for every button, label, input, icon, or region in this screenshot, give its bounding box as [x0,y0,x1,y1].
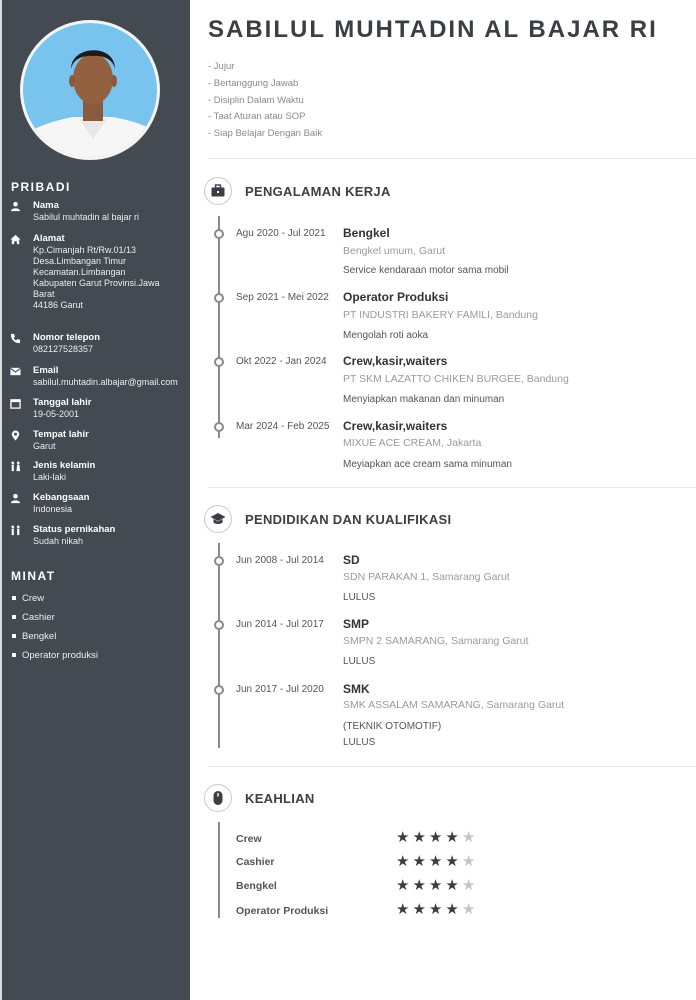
entry-title: SMK [343,682,370,696]
entry-date: Okt 2022 - Jan 2024 [236,356,327,367]
entry-description: Menyiapkan makanan dan minuman [343,394,505,405]
section-title: KEAHLIAN [245,791,315,806]
minat-heading: MINAT [11,569,56,583]
timeline-dot [214,685,224,695]
entry-title: Operator Produksi [343,290,449,304]
section-icon [204,177,232,205]
entry-date: Jun 2017 - Jul 2020 [236,684,324,695]
info-value: Garut [33,441,56,451]
entry-title: SMP [343,617,370,631]
timeline-dot [214,293,224,303]
timeline-line [218,216,220,438]
section-icon [204,505,232,533]
info-value: sabilul.muhtadin.albajar@gmail.com [33,377,178,387]
divider [208,158,696,159]
skill-name: Crew [236,833,262,845]
star-filled-icon: ★ [396,829,413,846]
profile-photo [20,20,160,160]
section-icon [204,784,232,812]
entry-description: LULUS [343,592,376,603]
mouse-icon [210,790,226,806]
entry-subtitle: PT SKM LAZATTO CHIKEN BURGEE, Bandung [343,373,569,385]
skill-name: Cashier [236,856,275,868]
location-pin-icon [10,430,21,441]
entry-subtitle: MIXUE ACE CREAM, Jakarta [343,437,482,449]
star-empty-icon: ★ [461,829,479,846]
skill-rating [396,876,478,894]
skill-rating [396,900,478,918]
star-filled-icon: ★ [412,829,429,846]
info-value: Sabilul muhtadin al bajar ri [33,212,140,222]
minat-item: Crew [12,593,44,604]
main-content [190,0,696,1000]
skill-rating [396,852,478,870]
entry-title: SD [343,553,360,567]
info-label: Tempat lahir [33,429,89,440]
divider [208,766,696,767]
star-empty-icon: ★ [461,877,479,894]
skill-rating [396,828,478,846]
entry-subtitle: SMK ASSALAM SAMARANG, Samarang Garut [343,699,565,711]
entry-description: (TEKNIK OTOMOTIF) [343,721,442,732]
info-label: Tanggal lahir [33,397,92,408]
star-empty-icon: ★ [461,853,479,870]
star-filled-icon: ★ [412,877,429,894]
info-value: Laki-laki [33,472,67,482]
star-filled-icon: ★ [445,877,462,894]
star-filled-icon: ★ [445,901,462,918]
minat-item: Operator produksi [12,650,98,661]
entry-description: LULUS [343,737,376,748]
skill-name: Operator Produksi [236,905,329,917]
section-title: PENGALAMAN KERJA [245,184,391,199]
timeline-dot [214,422,224,432]
entry-title: Bengkel [343,226,390,240]
trait-item: - Jujur [208,61,235,72]
timeline-line [218,822,220,918]
sidebar [2,0,190,1000]
trait-item: - Disiplin Dalam Waktu [208,94,304,106]
info-label: Status pernikahan [33,524,116,535]
mail-icon [10,366,21,377]
calendar-icon [10,398,21,409]
star-filled-icon: ★ [412,853,429,870]
phone-icon [10,333,21,344]
entry-subtitle: PT INDUSTRI BAKERY FAMILI, Bandung [343,309,538,321]
entry-description: Mengolah roti aoka [343,330,429,341]
gender-icon [10,461,21,472]
info-value: 19-05-2001 [33,409,80,419]
info-label: Kebangsaan [33,492,90,503]
star-filled-icon: ★ [396,901,413,918]
star-filled-icon: ★ [428,829,446,846]
briefcase-icon [210,183,226,199]
home-icon [10,234,21,245]
info-value: Indonesia [33,504,73,514]
entry-date: Sep 2021 - Mei 2022 [236,292,329,303]
star-empty-icon: ★ [461,901,479,918]
star-filled-icon: ★ [445,829,462,846]
entry-description: Meyiapkan ace cream sama minuman [343,459,512,470]
star-filled-icon: ★ [428,853,446,870]
info-value: Kp.Cimanjah Rt/Rw.01/13 Desa.Limbangan Timur Kecamatan.Limbangan Kabupaten Garut Provinsi.Jawa Barat 44186 Garut [33,245,160,310]
divider [208,487,696,488]
person-icon [10,493,21,504]
pribadi-heading: PRIBADI [11,180,71,194]
graduation-cap-icon [210,511,226,527]
entry-subtitle: SDN PARAKAN 1, Samarang Garut [343,571,510,583]
entry-title: Crew,kasir,waiters [343,354,448,368]
entry-description: Service kendaraan motor sama mobil [343,265,509,276]
timeline-line [218,543,220,748]
star-filled-icon: ★ [412,901,429,918]
info-label: Nomor telepon [33,332,101,343]
star-filled-icon: ★ [428,901,446,918]
star-filled-icon: ★ [428,877,446,894]
timeline-dot [214,229,224,239]
entry-description: LULUS [343,656,376,667]
skill-name: Bengkel [236,880,277,892]
star-filled-icon: ★ [396,877,413,894]
info-label: Nama [33,200,59,211]
timeline-dot [214,357,224,367]
candidate-name: SABILUL MUHTADIN AL BAJAR RI [208,16,658,43]
entry-date: Mar 2024 - Feb 2025 [236,421,330,432]
traits-list [208,59,322,143]
trait-item: - Taat Aturan atau SOP [208,111,306,123]
entry-subtitle: SMPN 2 SAMARANG, Samarang Garut [343,635,529,647]
timeline-dot [214,620,224,630]
entry-title: Crew,kasir,waiters [343,419,448,433]
info-label: Jenis kelamin [33,460,96,471]
info-label: Alamat [33,233,65,244]
star-filled-icon: ★ [396,853,413,870]
trait-item: - Bertanggung Jawab [208,77,299,89]
section-title: PENDIDIKAN DAN KUALIFIKASI [245,512,452,527]
person-icon [10,201,21,212]
entry-date: Jun 2014 - Jul 2017 [236,619,324,630]
minat-item: Bengkel [12,631,56,642]
minat-item: Cashier [12,612,55,623]
entry-date: Agu 2020 - Jul 2021 [236,228,326,239]
info-value: 082127528357 [33,344,94,354]
entry-date: Jun 2008 - Jul 2014 [236,555,324,566]
couple-icon [10,525,21,536]
info-label: Email [33,365,59,376]
info-value: Sudah nikah [33,536,84,546]
star-filled-icon: ★ [445,853,462,870]
timeline-dot [214,556,224,566]
entry-subtitle: Bengkel umum, Garut [343,245,446,257]
trait-item: - Siap Belajar Dengan Baik [208,128,323,140]
